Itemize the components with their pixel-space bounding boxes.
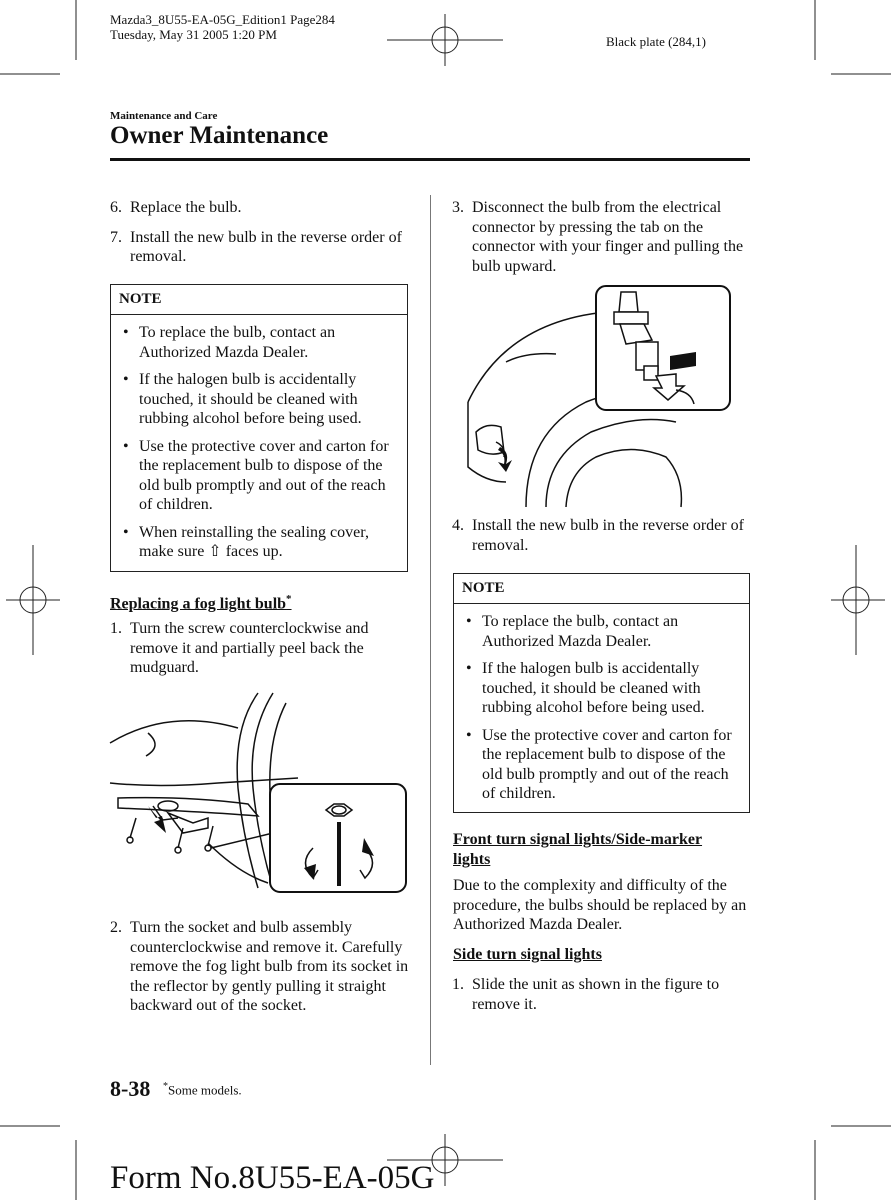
- step-text: Disconnect the bulb from the electrical connector by pressing the tab on the connector with your finger and pulling the bulb upward.: [472, 199, 744, 275]
- fog-light-heading: [110, 590, 292, 614]
- step-number: 2.: [110, 919, 122, 936]
- bullet-icon: •: [123, 371, 129, 388]
- fog-step-1: [110, 619, 410, 678]
- side-step-1-block: [452, 975, 752, 1014]
- fog-light-heading-text: Replacing a fog light bulb: [110, 595, 287, 613]
- step-number: 6.: [110, 199, 122, 216]
- plate-label: Black plate (284,1): [606, 34, 706, 49]
- note-item-text: If the halogen bulb is accidentally touched, it should be cleaned with rubbing alcohol before being used.: [482, 660, 705, 716]
- page-title: Owner Maintenance: [110, 122, 329, 149]
- print-meta-line1: Mazda3_8U55-EA-05G_Edition1 Page284: [110, 12, 335, 27]
- note-heading: NOTE: [454, 574, 749, 604]
- bullet-icon: •: [466, 613, 472, 630]
- step-3: [452, 198, 752, 276]
- right-step-4-block: [452, 516, 752, 555]
- front-turn-text: Due to the complexity and difficulty of the procedure, the bulbs should be replaced by an Authorized Mazda Dealer.: [453, 877, 747, 933]
- step-text: Install the new bulb in the reverse order of removal.: [472, 517, 744, 554]
- note-box-left: [110, 284, 408, 572]
- step-text: Slide the unit as shown in the figure to remove it.: [472, 976, 720, 1013]
- fog-step-2: [110, 918, 410, 1016]
- note-item-text: If the halogen bulb is accidentally touched, it should be cleaned with rubbing alcohol before being used.: [139, 371, 362, 427]
- bullet-icon: •: [123, 437, 129, 455]
- note-box-right: [453, 573, 750, 813]
- step-number: 7.: [110, 228, 122, 246]
- page-number: 8-38: [110, 1076, 151, 1101]
- step-7: [110, 228, 410, 267]
- step-text: Turn the socket and bulb assembly counterclockwise and remove it. Carefully remove the fog light bulb from its socket in the reflector by gently pulling it straight backward out of the socket.: [130, 919, 409, 1014]
- note-list: [454, 604, 749, 816]
- title-rule: [110, 158, 750, 161]
- note-item: [121, 437, 397, 515]
- print-meta: [110, 12, 335, 42]
- step-4: [452, 516, 752, 555]
- right-step-3-block: [452, 198, 752, 276]
- step-text: Replace the bulb.: [130, 199, 242, 216]
- side-step-1: [452, 975, 752, 1014]
- step-text: Install the new bulb in the reverse order of removal.: [130, 228, 402, 265]
- models-star: *: [286, 593, 292, 605]
- step-number: 3.: [452, 199, 464, 216]
- note-item-text: Use the protective cover and carton for the replacement bulb to dispose of the old bulb promptly and out of the reach of children.: [139, 437, 389, 513]
- bullet-icon: •: [466, 726, 472, 744]
- bullet-icon: •: [123, 523, 129, 541]
- column-divider: [430, 195, 431, 1065]
- note-item-text: Use the protective cover and carton for the replacement bulb to dispose of the old bulb promptly and out of the reach of children.: [482, 726, 732, 802]
- note-item: [464, 612, 739, 651]
- note-item-text: To replace the bulb, contact an Authorized Mazda Dealer.: [139, 324, 336, 361]
- note-item: [121, 370, 397, 429]
- step-number: 1.: [452, 976, 464, 993]
- footnote: [163, 1081, 242, 1098]
- note-item-text: When reinstalling the sealing cover, make sure ⇧ faces up.: [139, 523, 369, 560]
- fog-light-screw-figure: [108, 688, 418, 898]
- note-item: [121, 323, 397, 362]
- side-turn-heading: Side turn signal lights: [453, 946, 602, 963]
- note-list: [111, 315, 407, 574]
- bullet-icon: •: [123, 324, 129, 341]
- note-item: [121, 523, 397, 562]
- left-column: [110, 198, 410, 267]
- fog-step-2-block: [110, 918, 410, 1016]
- note-item: [464, 726, 739, 804]
- note-item-text: To replace the bulb, contact an Authorized Mazda Dealer.: [482, 613, 679, 650]
- fog-step-1-block: [110, 619, 410, 678]
- step-text: Turn the screw counterclockwise and remove it and partially peel back the mudguard.: [130, 620, 369, 676]
- form-number: Form No.8U55-EA-05G: [110, 1160, 435, 1196]
- note-heading: NOTE: [111, 285, 407, 315]
- footnote-text: Some models.: [168, 1082, 242, 1098]
- section-label: Maintenance and Care: [110, 110, 218, 122]
- step-6: [110, 198, 410, 218]
- note-item: [464, 659, 739, 718]
- bullet-icon: •: [466, 660, 472, 677]
- step-number: 4.: [452, 517, 464, 534]
- bulb-disconnect-figure: [466, 282, 736, 512]
- footnote-star: *: [163, 1081, 168, 1092]
- print-meta-line2: Tuesday, May 31 2005 1:20 PM: [110, 27, 277, 42]
- step-number: 1.: [110, 620, 122, 637]
- front-turn-heading: Front turn signal lights/Side-marker lights: [453, 831, 703, 868]
